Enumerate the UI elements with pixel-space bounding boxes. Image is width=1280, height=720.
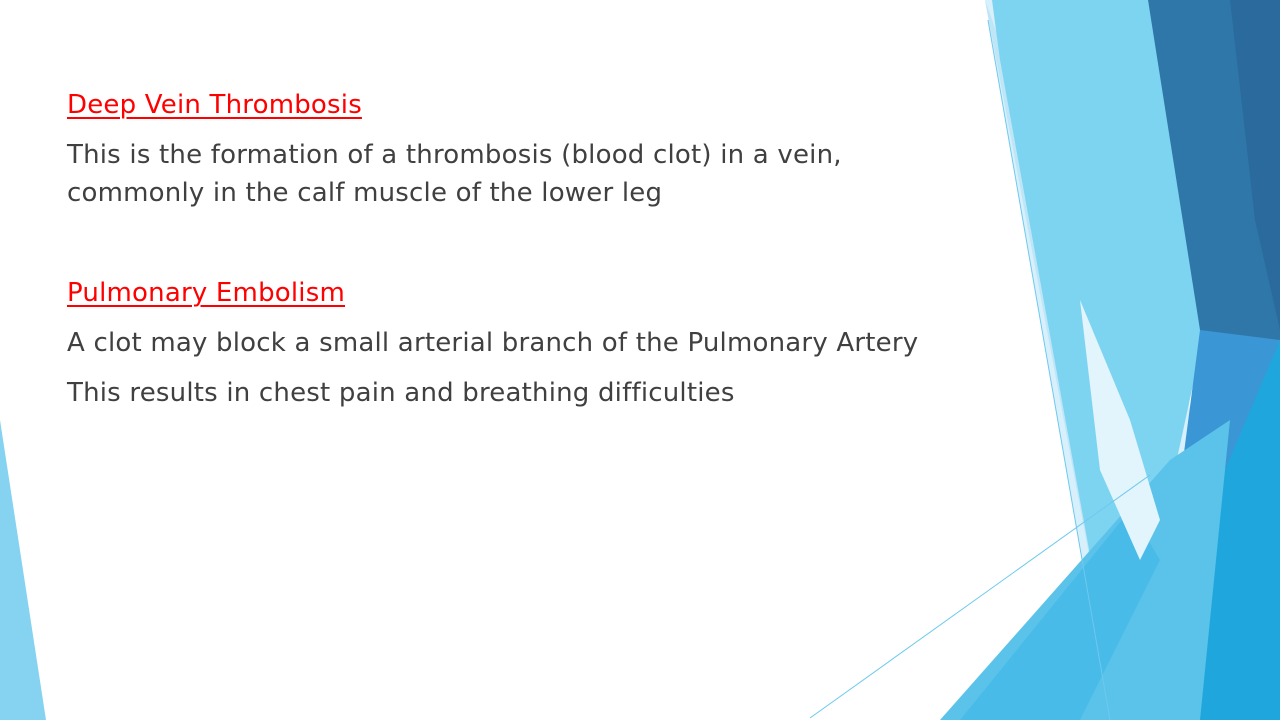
left-edge-facet bbox=[0, 420, 46, 720]
pe-description: A clot may block a small arterial branch of the Pulmonary Artery bbox=[67, 328, 919, 358]
heading-pulmonary-embolism: Pulmonary Embolism bbox=[67, 278, 345, 308]
heading-deep-vein-thrombosis: Deep Vein Thrombosis bbox=[67, 90, 362, 120]
pe-symptoms: This results in chest pain and breathing difficulties bbox=[67, 378, 735, 408]
dvt-description: This is the formation of a thrombosis (blood clot) in a vein, commonly in the calf muscle of the lower leg bbox=[67, 140, 842, 208]
slide-text-body bbox=[67, 86, 947, 412]
